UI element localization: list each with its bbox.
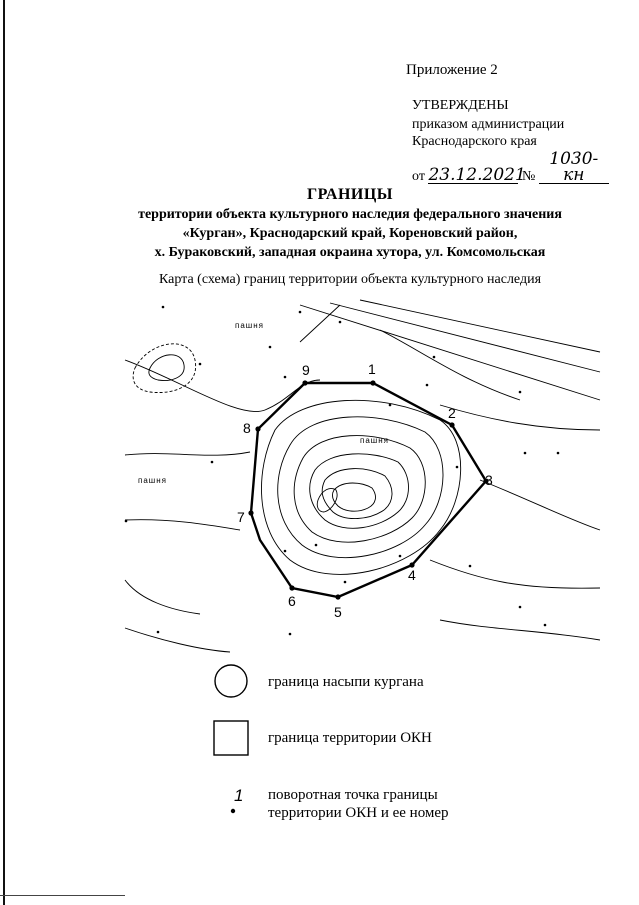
point-label-6: 6 (288, 593, 296, 609)
map-caption: Карта (схема) границ территории объекта культурного наследия (158, 272, 542, 287)
title-line-3: х. Бураковский, западная окраина хутора, ул. Комсомольская (154, 245, 546, 260)
legend-territory-label: граница территории ОКН (268, 730, 432, 746)
point-label-3: 3 (485, 472, 493, 488)
legend-mound-symbol (215, 665, 247, 697)
date-prefix: от (412, 169, 425, 184)
approved-heading: УТВЕРЖДЕНЫ (412, 98, 509, 113)
legend-point-number: 1 (234, 786, 244, 805)
order-date: 23.12.2021 (428, 165, 526, 185)
order-number: 1030-кн (539, 151, 609, 184)
legend-point-label-2: территории ОКН и ее номер (268, 805, 449, 821)
appendix-label: Приложение 2 (406, 62, 498, 78)
point-label-2: 2 (448, 405, 456, 421)
title-line-2: «Курган», Краснодарский край, Кореновский район, (182, 226, 518, 241)
legend-point-dot (231, 809, 235, 813)
field-label-left: пашня (138, 476, 167, 485)
number-prefix: № (521, 169, 536, 184)
point-label-1: 1 (368, 361, 376, 377)
legend-mound-label: граница насыпи кургана (268, 674, 424, 690)
point-label-9: 9 (302, 362, 310, 378)
field-label-top: пашня (235, 321, 264, 330)
legend-point-label-1: поворотная точка границы (268, 787, 438, 803)
order-line-1: приказом администрации (412, 117, 565, 132)
order-line-2: Краснодарского края (412, 134, 537, 149)
legend-territory-symbol (214, 721, 248, 755)
point-label-7: 7 (237, 509, 245, 525)
point-label-8: 8 (243, 420, 251, 436)
title-line-1: территории объекта культурного наследия федерального значения (138, 207, 562, 222)
point-label-4: 4 (408, 567, 416, 583)
point-label-5: 5 (334, 604, 342, 620)
document-title: ГРАНИЦЫ (306, 186, 393, 203)
field-label-center: пашня (360, 436, 389, 445)
